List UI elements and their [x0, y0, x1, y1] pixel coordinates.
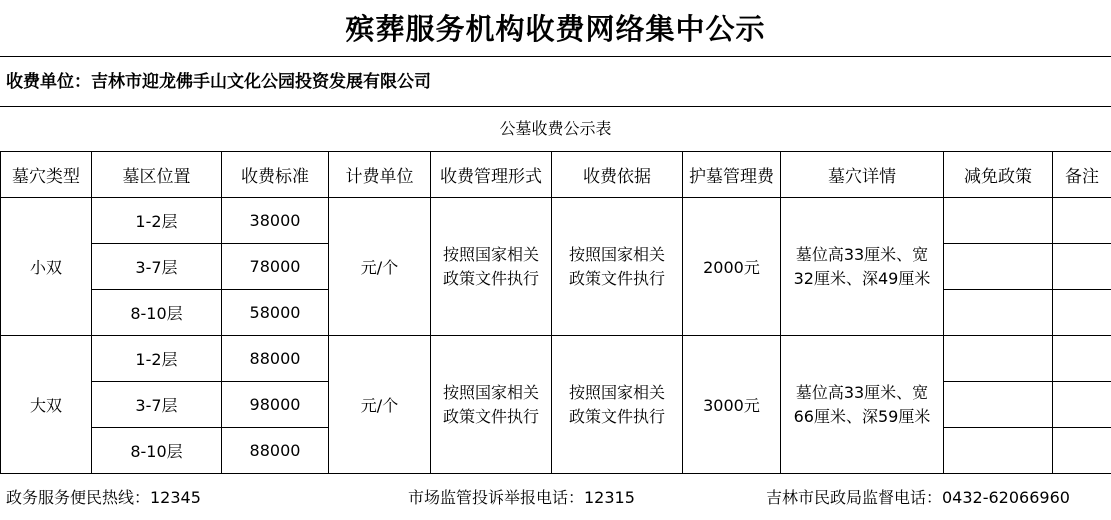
header-location: 墓区位置	[92, 152, 222, 198]
details-line: 32厘米、深49厘米	[793, 268, 931, 288]
header-management: 收费管理形式	[431, 152, 552, 198]
header-maintenance: 护墓管理费	[683, 152, 781, 198]
fee-table	[0, 151, 1111, 474]
header-unit: 计费单位	[329, 152, 431, 198]
details-line: 墓位高33厘米、宽	[795, 244, 929, 264]
location-cell: 8-10层	[92, 290, 222, 336]
footer-hotline: 政务服务便民热线：12345	[6, 488, 201, 507]
location-cell: 1-2层	[92, 336, 222, 382]
charging-unit-label: 收费单位：	[6, 72, 91, 92]
basis-line: 按照国家相关	[568, 382, 665, 402]
price-cell: 58000	[222, 290, 329, 336]
price-cell: 78000	[222, 244, 329, 290]
unit-divider	[0, 106, 1111, 107]
title-divider	[0, 56, 1111, 57]
table-row	[1, 198, 1111, 244]
charging-unit-name: 吉林市迎龙佛手山文化公园投资发展有限公司	[91, 72, 431, 92]
footer-supervision: 吉林市民政局监督电话：0432-62066960	[766, 488, 1070, 507]
management-line: 政策文件执行	[442, 406, 539, 426]
basis-cell	[552, 336, 683, 474]
location-cell: 8-10层	[92, 428, 222, 474]
charging-unit	[6, 68, 431, 96]
management-cell	[431, 198, 552, 336]
management-cell	[431, 336, 552, 474]
details-line: 66厘米、深59厘米	[793, 406, 931, 426]
reduction-cell	[944, 336, 1053, 382]
management-line: 政策文件执行	[442, 268, 539, 288]
header-reduction: 减免政策	[944, 152, 1053, 198]
unit-cell: 元/个	[329, 336, 431, 474]
location-cell: 1-2层	[92, 198, 222, 244]
page-title: 殡葬服务机构收费网络集中公示	[345, 12, 766, 46]
basis-line: 政策文件执行	[568, 268, 665, 288]
details-cell	[781, 336, 944, 474]
remarks-cell	[1053, 428, 1111, 474]
header-remarks: 备注	[1053, 152, 1111, 198]
location-cell: 3-7层	[92, 382, 222, 428]
tomb-type-cell: 小双	[1, 198, 92, 336]
table-subtitle: 公墓收费公示表	[499, 119, 612, 138]
footer-complaint: 市场监管投诉举报电话：12315	[408, 488, 635, 507]
remarks-cell	[1053, 382, 1111, 428]
reduction-cell	[944, 428, 1053, 474]
table-header-row	[1, 152, 1111, 198]
price-cell: 88000	[222, 336, 329, 382]
details-line: 墓位高33厘米、宽	[795, 382, 929, 402]
reduction-cell	[944, 244, 1053, 290]
basis-line: 政策文件执行	[568, 406, 665, 426]
remarks-cell	[1053, 290, 1111, 336]
table-row	[1, 336, 1111, 382]
maintenance-fee-cell: 3000元	[683, 336, 781, 474]
remarks-cell	[1053, 244, 1111, 290]
management-line: 按照国家相关	[442, 244, 539, 264]
basis-cell	[552, 198, 683, 336]
details-cell	[781, 198, 944, 336]
management-line: 按照国家相关	[442, 382, 539, 402]
reduction-cell	[944, 198, 1053, 244]
unit-cell: 元/个	[329, 198, 431, 336]
price-cell: 98000	[222, 382, 329, 428]
price-cell: 88000	[222, 428, 329, 474]
location-cell: 3-7层	[92, 244, 222, 290]
basis-line: 按照国家相关	[568, 244, 665, 264]
header-tomb-type: 墓穴类型	[1, 152, 92, 198]
header-basis: 收费依据	[552, 152, 683, 198]
remarks-cell	[1053, 198, 1111, 244]
price-cell: 38000	[222, 198, 329, 244]
maintenance-fee-cell: 2000元	[683, 198, 781, 336]
reduction-cell	[944, 382, 1053, 428]
reduction-cell	[944, 290, 1053, 336]
header-details: 墓穴详情	[781, 152, 944, 198]
remarks-cell	[1053, 336, 1111, 382]
tomb-type-cell: 大双	[1, 336, 92, 474]
header-price: 收费标准	[222, 152, 329, 198]
